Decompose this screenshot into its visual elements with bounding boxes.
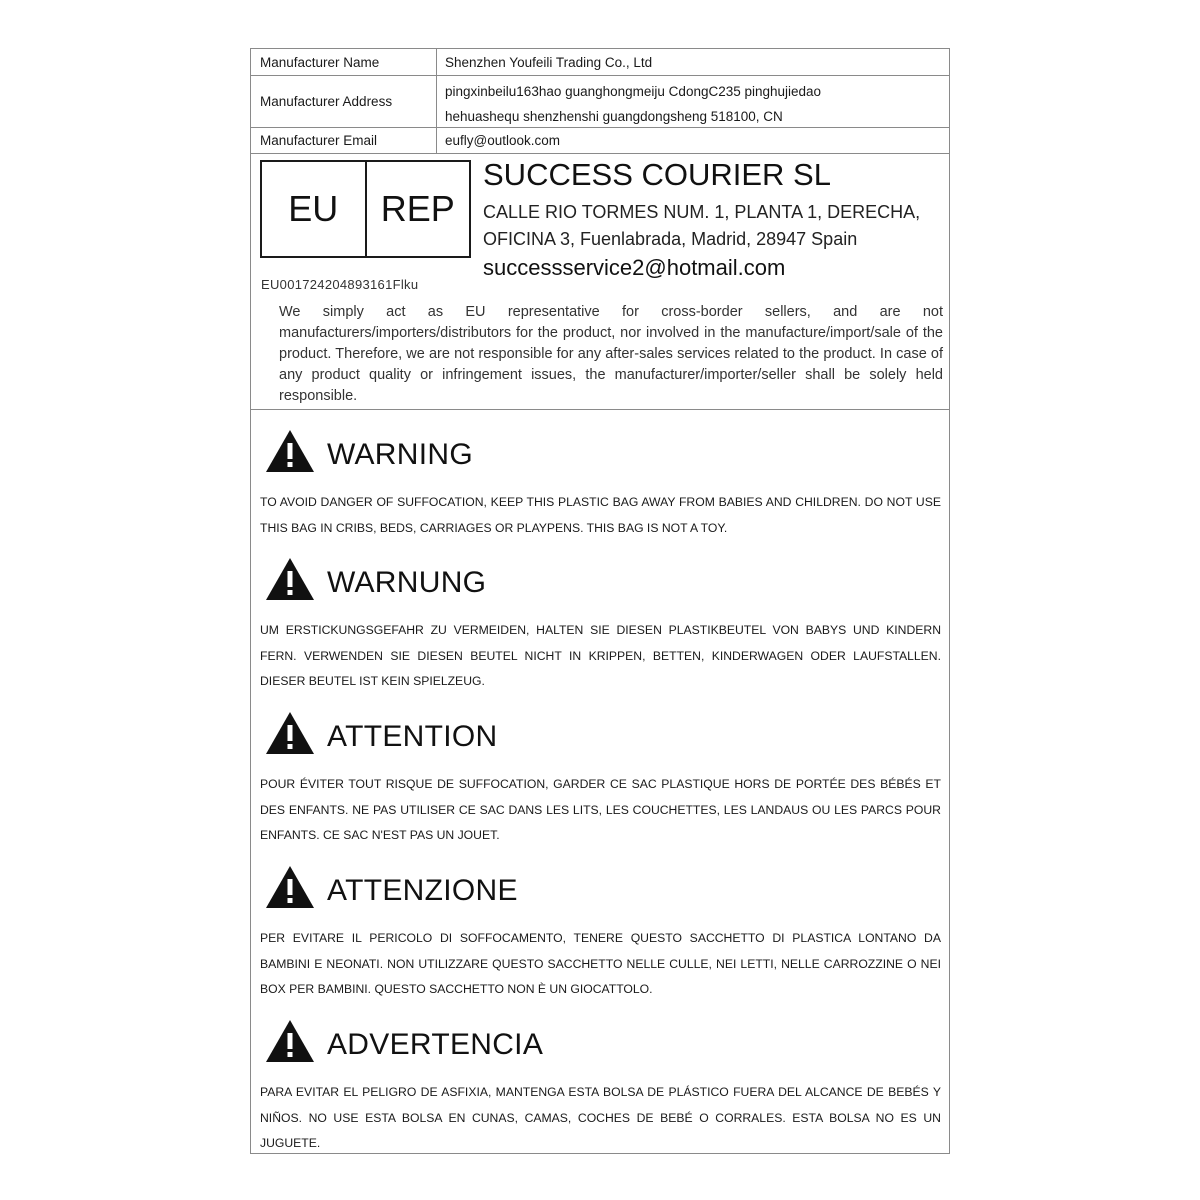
product-safety-label xyxy=(250,48,950,1154)
warning-block-it xyxy=(260,857,941,1011)
warning-block-en xyxy=(260,421,941,549)
warning-title-de: WARNUNG xyxy=(327,566,487,599)
warning-list xyxy=(260,421,941,1165)
manufacturer-address-label: Manufacturer Address xyxy=(251,76,437,127)
warning-triangle-icon xyxy=(265,711,315,755)
section-divider xyxy=(251,409,949,410)
manufacturer-name-value: Shenzhen Youfeili Trading Co., Ltd xyxy=(445,54,653,70)
eu-rep-email: successservice2@hotmail.com xyxy=(483,255,786,280)
warning-text-fr: POUR ÉVITER TOUT RISQUE DE SUFFOCATION, GARDER CE SAC PLASTIQUE HORS DE PORTÉE DES BÉBÉS ET DES ENFANTS. NE PAS UTILISER CE SAC DANS LES LITS, LES COUCHETTES, LES LANDAUS OU LES PARCS POUR ENFANTS. CE SAC N'EST PAS UN JOUET. xyxy=(260,777,941,842)
warning-triangle-icon xyxy=(265,865,315,909)
warning-block-fr xyxy=(260,703,941,857)
manufacturer-address-line1: pingxinbeilu163hao guanghongmeiju CdongC235 pinghujiedao xyxy=(445,84,822,99)
warning-title-es: ADVERTENCIA xyxy=(327,1028,544,1061)
warning-block-es xyxy=(260,1011,941,1165)
warning-text-de: UM ERSTICKUNGSGEFAHR ZU VERMEIDEN, HALTEN SIE DIESEN PLASTIKBEUTEL VON BABYS UND KINDERN FERN. VERWENDEN SIE DIESEN BEUTEL NICHT IN KRIPPEN, BETTEN, KINDERWAGEN ODER LAUFSTALLEN. DIESER BEUTEL IST KEIN SPIELZEUG. xyxy=(260,623,941,688)
warning-title-fr: ATTENTION xyxy=(327,720,498,753)
manufacturer-address-line2: hehuashequ shenzhenshi guangdongsheng 518100, CN xyxy=(445,109,783,124)
warning-title-en: WARNING xyxy=(327,438,473,471)
eu-rep-symbol-eu: EU xyxy=(288,188,339,229)
warning-text-en: TO AVOID DANGER OF SUFFOCATION, KEEP THIS PLASTIC BAG AWAY FROM BABIES AND CHILDREN. DO NOT USE THIS BAG IN CRIBS, BEDS, CARRIAGES OR PLAYPENS. THIS BAG IS NOT A TOY. xyxy=(260,495,941,535)
eu-rep-disclaimer: We simply act as EU representative for cross-border sellers, and are not manufacturers/importers/distributors for the product, nor involved in the manufacture/import/sale of the product. Therefore, we are not responsible for any after-sales services related to the product. In case of any product quality or infringement issues, the manufacturer/importer/seller shall be solely held responsible. xyxy=(279,304,943,404)
manufacturer-email-label: Manufacturer Email xyxy=(251,128,437,153)
warning-block-de xyxy=(260,549,941,703)
manufacturer-table xyxy=(251,49,949,154)
warning-triangle-icon xyxy=(265,1019,315,1063)
manufacturer-email-row xyxy=(251,128,949,154)
warning-triangle-icon xyxy=(265,557,315,601)
warning-text-es: PARA EVITAR EL PELIGRO DE ASFIXIA, MANTENGA ESTA BOLSA DE PLÁSTICO FUERA DEL ALCANCE DE BEBÉS Y NIÑOS. NO USE ESTA BOLSA EN CUNAS, CAMAS, COCHES DE BEBÉ O CORRALES. ESTA BOLSA NO ES UN JUGUETE. xyxy=(260,1085,941,1150)
eu-rep-code: EU001724204893161Flku xyxy=(261,277,419,292)
eu-rep-symbol-rep: REP xyxy=(365,162,470,256)
manufacturer-address-row xyxy=(251,76,949,128)
manufacturer-name-label: Manufacturer Name xyxy=(251,49,437,75)
manufacturer-name-row xyxy=(251,49,949,76)
eu-rep-symbol xyxy=(260,160,471,258)
warning-text-it: PER EVITARE IL PERICOLO DI SOFFOCAMENTO, TENERE QUESTO SACCHETTO DI PLASTICA LONTANO DA BAMBINI E NEONATI. NON UTILIZZARE QUESTO SACCHETTO NELLE CULLE, NEI LETTI, NELLE CARROZZINE O NEI BOX PER BAMBINI. QUESTO SACCHETTO NON È UN GIOCATTOLO. xyxy=(260,931,941,996)
manufacturer-email-value: eufly@outlook.com xyxy=(445,133,561,148)
warning-triangle-icon xyxy=(265,429,315,473)
warning-title-it: ATTENZIONE xyxy=(327,874,518,907)
eu-rep-address: CALLE RIO TORMES NUM. 1, PLANTA 1, DERECHA, OFICINA 3, Fuenlabrada, Madrid, 28947 Spain xyxy=(483,202,921,249)
manufacturer-address-value xyxy=(437,76,949,127)
eu-rep-name: SUCCESS COURIER SL xyxy=(483,157,831,192)
